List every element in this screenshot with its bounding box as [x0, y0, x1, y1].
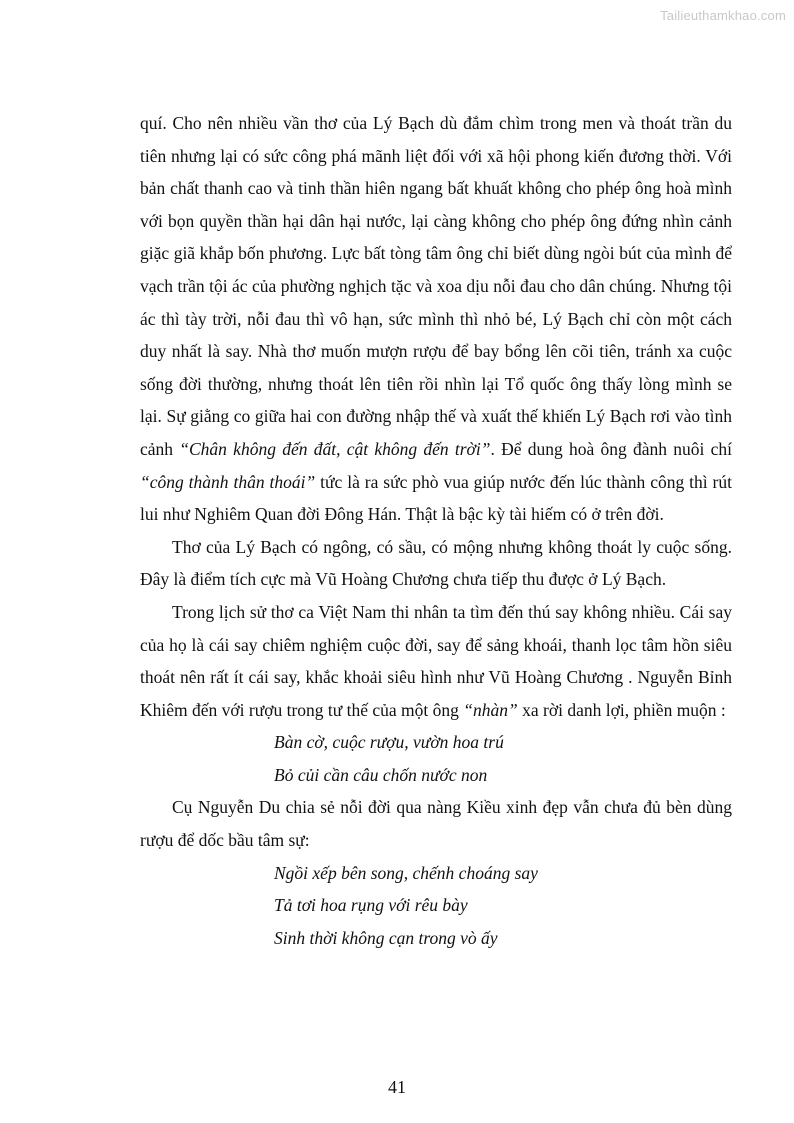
watermark: Tailieuthamkhao.com: [660, 8, 786, 23]
paragraph-3-text-b: xa rời danh lợi, phiền muộn :: [517, 699, 726, 720]
paragraph-4: Cụ Nguyễn Du chia sẻ nỗi đời qua nàng Kiều xinh đẹp vẫn chưa đủ bèn dùng rượu để dốc bầu tâm sự:: [140, 797, 732, 851]
paragraph-3-text-a: Trong lịch sử thơ ca Việt Nam thi nhân ta tìm đến thú say không nhiều. Cái say của họ là cái say chiêm nghiệm cuộc đời, say để sảng khoái, thanh lọc tâm hồn siêu thoát nên rất ít cái say, khắc khoải siêu hình như Vũ Hoàng Chương . Nguyễn Bỉnh Khiêm đến với rượu trong tư thế của một ông: [140, 601, 732, 720]
paragraph-1-text-a: quí. Cho nên nhiều vần thơ của Lý Bạch dù đắm chìm trong men và thoát trần du tiên nhưng lại có sức công phá mãnh liệt đối với xã hội phong kiến đương thời. Với bản chất thanh cao và tinh thần hiên ngang bất khuất không cho phép ông hoà mình với bọn quyền thần hại dân hại nước, lại càng không cho phép ông đứng nhìn cảnh giặc giã khắp bốn phương. Lực bất tòng tâm ông chỉ biết dùng ngòi bút của mình để vạch trần tội ác của phường nghịch tặc và xoa dịu nỗi đau cho dân chúng. Nhưng tội ác thì tày trời, nỗi đau thì vô hạn, sức mình thì nhỏ bé, Lý Bạch chỉ còn một cách duy nhất là say. Nhà thơ muốn mượn rượu để bay bổng lên cõi tiên, tránh xa cuộc sống đời thường, nhưng thoát lên tiên rồi nhìn lại Tổ quốc ông thấy lòng mình se lại. Sự giằng co giữa hai con đường nhập thế và xuất thế khiến Lý Bạch rơi vào tình cảnh: [140, 113, 732, 459]
paragraph-1-text-c: tức là ra sức phò vua giúp nước đến lúc thành công thì rút lui như Nghiêm Quan đời Đông Hán. Thật là bậc kỳ tài hiếm có ở trên đời.: [140, 471, 733, 525]
poem-line: Bàn cờ, cuộc rượu, vườn hoa trú: [274, 732, 504, 753]
paragraph-3: [140, 596, 732, 726]
quote-cong-thanh-than-thoai: “công thành thân thoái”: [140, 471, 316, 492]
document-body: [140, 107, 732, 954]
poem-line: Sinh thời không cạn trong vò ấy: [274, 927, 498, 948]
poem-line: Ngồi xếp bên song, chếnh choáng say: [274, 862, 538, 883]
poem-nguyen-binh-khiem: [140, 726, 732, 791]
paragraph-2: Thơ của Lý Bạch có ngông, có sầu, có mộng nhưng không thoát ly cuộc sống. Đây là điểm tích cực mà Vũ Hoàng Chương chưa tiếp thu được ở Lý Bạch.: [140, 536, 732, 590]
quote-nhan: “nhàn”: [463, 699, 518, 720]
poem-line: Tả tơi hoa rụng với rêu bày: [274, 895, 468, 916]
page-number: 41: [388, 1077, 406, 1097]
poem-line: Bỏ củi cần câu chốn nước non: [274, 764, 488, 785]
paragraph-1: [140, 107, 732, 531]
quote-chan-khong-den-dat: “Chân không đến đất, cật không đến trời”: [179, 438, 491, 459]
paragraph-1-text-b: . Để dung hoà ông đành nuôi chí: [490, 438, 732, 459]
poem-nguyen-du: [140, 857, 732, 955]
